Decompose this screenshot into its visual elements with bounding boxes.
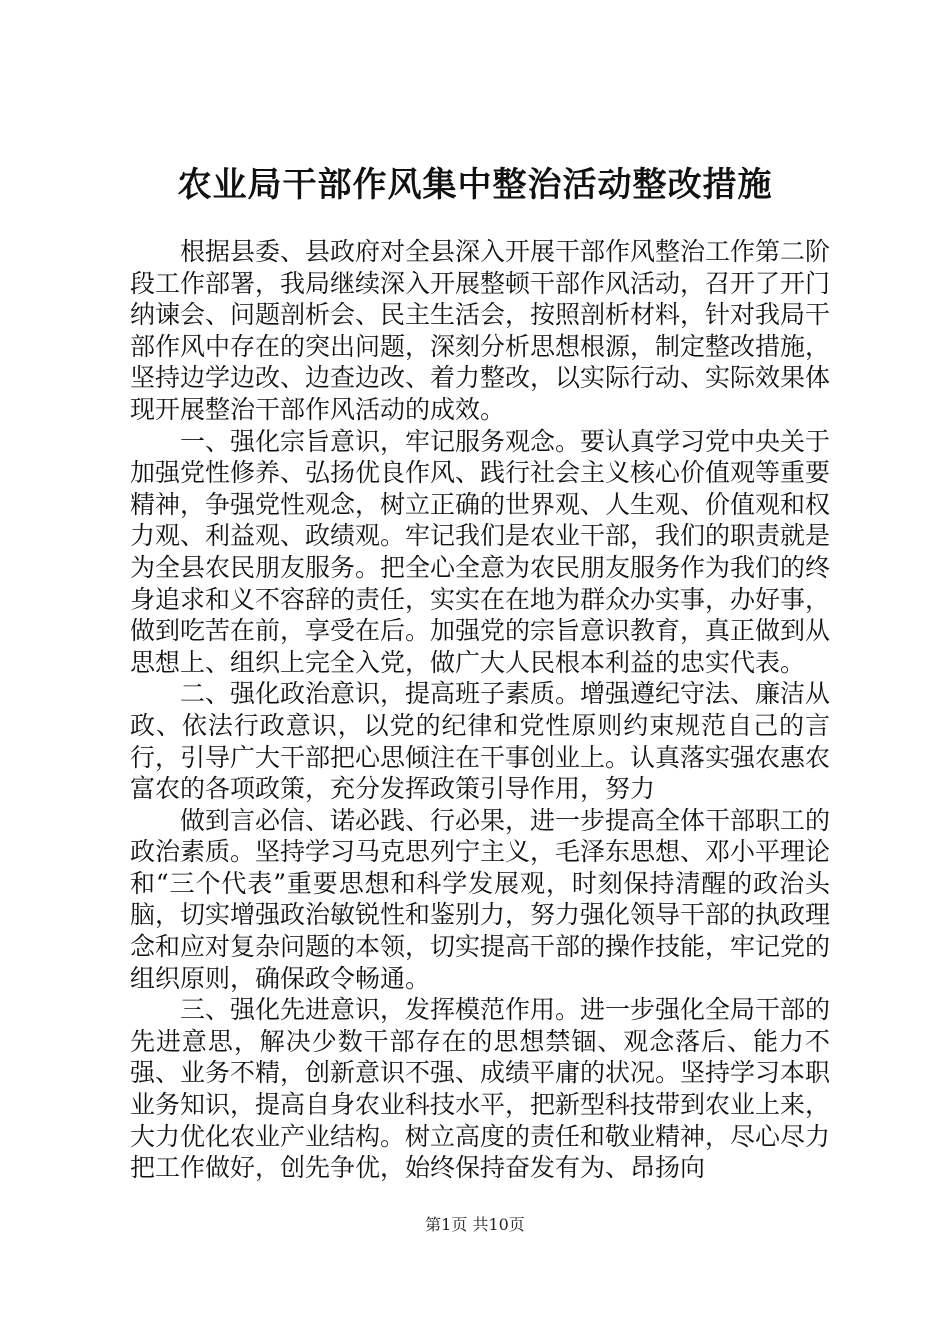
paragraph-section-3: 三、强化先进意识，发挥模范作用。进一步强化全局干部的先进意思，解决少数干部存在的思想禁锢、观念落后、能力不强、业务不精，创新意识不强、成绩平庸的状况。坚持学习本职业务知识，提高自身农业科技水平，把新型科技带到农业上来，大力优化农业产业结构。树立高度的责任和敬业精神，尽心尽力把工作做好，创先争优，始终保持奋发有为、昂扬向 [130,995,831,1183]
page-number-footer: 第1页 共10页 [425,1215,525,1234]
paragraph-intro: 根据县委、县政府对全县深入开展干部作风整治工作第二阶段工作部署，我局继续深入开展整顿干部作风活动，召开了开门纳谏会、问题剖析会、民主生活会，按照剖析材料，针对我局干部作风中存在的突出问题，深刻分析思想根源，制定整改措施，坚持边学边改、边查边改、着力整改，以实际行动、实际效果体现开展整治干部作风活动的成效。 [130,237,831,424]
paragraph-section-2-continued: 做到言必信、诺必践、行必果，进一步提高全体干部职工的政治素质。坚持学习马克思列宁主义，毛泽东思想、邓小平理论和“三个代表”重要思想和科学发展观，时刻保持清醒的政治头脑，切实增强政治敏锐性和鉴别力，努力强化领导干部的执政理念和应对复杂问题的本领，切实提高干部的操作技能，牢记党的组织原则，确保政令畅通。 [130,805,831,993]
document-title: 农业局干部作风集中整治活动整改措施 [177,165,773,205]
paragraph-section-2: 二、强化政治意识，提高班子素质。增强遵纪守法、廉洁从政、依法行政意识，以党的纪律和党性原则约束规范自己的言行，引导广大干部把心思倾注在干事创业上。认真落实强农惠农富农的各项政策，充分发挥政策引导作用，努力 [130,679,831,804]
document-body [130,236,830,1184]
paragraph-section-1: 一、强化宗旨意识，牢记服务观念。要认真学习党中央关于加强党性修养、弘扬优良作风、践行社会主义核心价值观等重要精神，争强党性观念，树立正确的世界观、人生观、价值观和权力观、利益观、政绩观。牢记我们是农业干部，我们的职责就是为全县农民朋友服务。把全心全意为农民朋友服务作为我们的终身追求和义不容辞的责任，实实在在地为群众办实事，办好事，做到吃苦在前，享受在后。加强党的宗旨意识教育，真正做到从思想上、组织上完全入党，做广大人民根本利益的忠实代表。 [130,426,831,677]
